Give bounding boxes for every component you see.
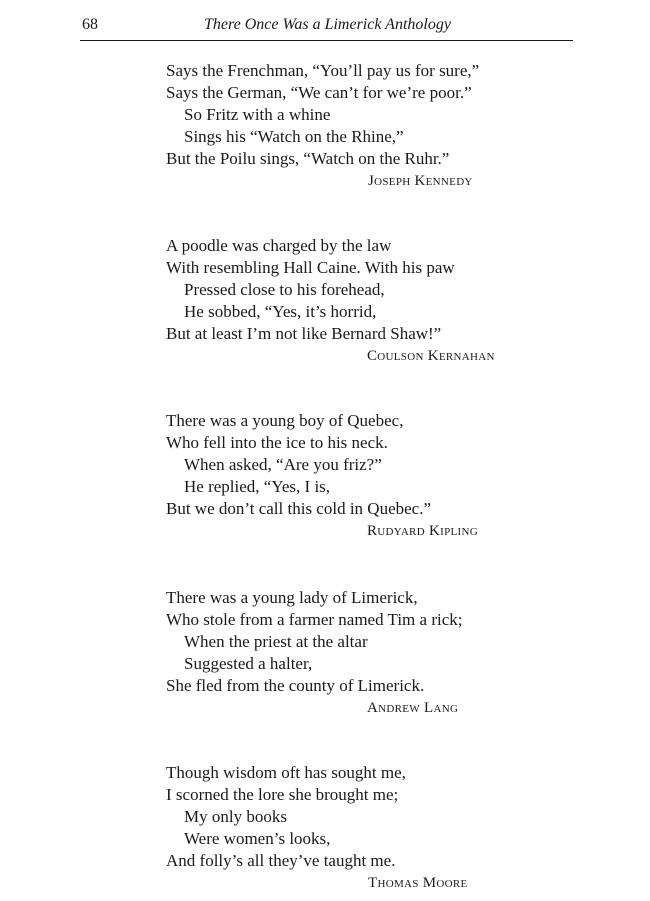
poem-line: Though wisdom oft has sought me, xyxy=(166,763,406,782)
poem-line: And folly’s all they’ve taught me. xyxy=(166,851,396,870)
poem-line: He replied, “Yes, I is, xyxy=(184,477,331,496)
limerick-poem xyxy=(166,410,526,542)
limerick-poem xyxy=(166,587,526,719)
poem-line: I scorned the lore she brought me; xyxy=(166,785,399,804)
poem-author: Thomas Moore xyxy=(368,875,468,891)
poem-line: Pressed close to his forehead, xyxy=(184,280,385,299)
poem-line: Were women’s looks, xyxy=(184,829,331,848)
header-rule xyxy=(80,40,573,41)
poem-line: There was a young boy of Quebec, xyxy=(166,411,404,430)
limerick-poem xyxy=(166,235,526,367)
poem-line: Says the German, “We can’t for we’re poor.” xyxy=(166,83,472,102)
poem-line: A poodle was charged by the law xyxy=(166,236,392,255)
poem-line: Suggested a halter, xyxy=(184,654,313,673)
poem-line: Sings his “Watch on the Rhine,” xyxy=(184,127,404,146)
poem-line: When the priest at the altar xyxy=(184,632,368,651)
poem-line: With resembling Hall Caine. With his paw xyxy=(166,258,455,277)
poem-line: But the Poilu sings, “Watch on the Ruhr.” xyxy=(166,149,450,168)
poem-author: Rudyard Kipling xyxy=(367,523,478,539)
poem-line: My only books xyxy=(184,807,287,826)
poem-author: Andrew Lang xyxy=(367,700,459,716)
poem-line: But we don’t call this cold in Quebec.” xyxy=(166,499,432,518)
limerick-poem xyxy=(166,762,526,894)
poem-line: When asked, “Are you friz?” xyxy=(184,455,382,474)
poem-line: But at least I’m not like Bernard Shaw!” xyxy=(166,324,442,343)
poem-line: Who stole from a farmer named Tim a rick; xyxy=(166,610,463,629)
poem-line: Who fell into the ice to his neck. xyxy=(166,433,388,452)
poem-line: So Fritz with a whine xyxy=(184,105,331,124)
poem-line: She fled from the county of Limerick. xyxy=(166,676,425,695)
poem-author: Coulson Kernahan xyxy=(367,348,495,364)
poem-author: Joseph Kennedy xyxy=(368,173,473,189)
page-number: 68 xyxy=(82,16,98,33)
poem-line: There was a young lady of Limerick, xyxy=(166,588,418,607)
poem-line: Says the Frenchman, “You’ll pay us for sure,” xyxy=(166,61,480,80)
limerick-poem xyxy=(166,60,526,192)
running-title: There Once Was a Limerick Anthology xyxy=(204,16,451,33)
poem-line: He sobbed, “Yes, it’s horrid, xyxy=(184,302,377,321)
